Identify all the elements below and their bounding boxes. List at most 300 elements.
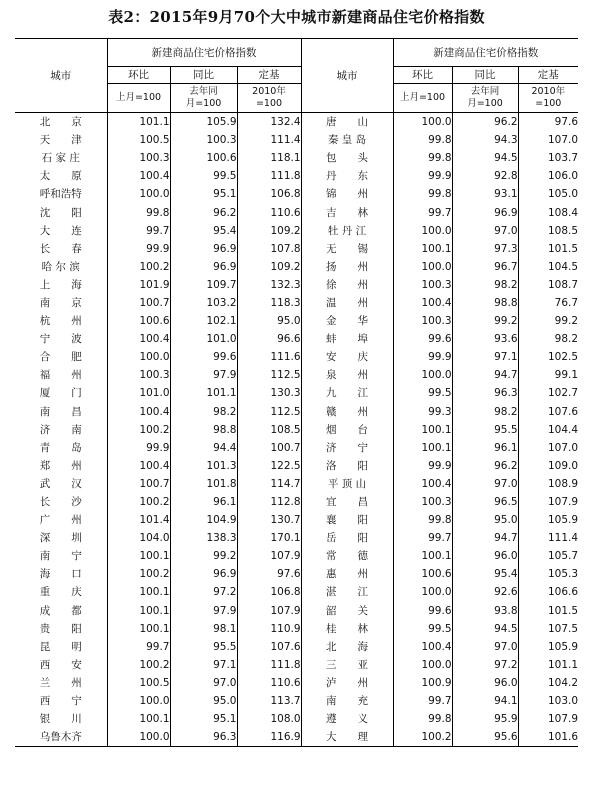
yoy-value-left: 101.8 [170, 475, 237, 493]
base-value-left: 107.9 [237, 547, 301, 565]
city-name-right: 赣 州 [301, 403, 393, 421]
base-value-left: 112.5 [237, 403, 301, 421]
table-row [15, 656, 578, 674]
city-name-left: 呼和浩特 [39, 188, 82, 201]
city-name-left: 沈 阳 [39, 206, 82, 219]
yoy-value-left: 95.0 [170, 692, 237, 710]
base-value-left: 111.4 [237, 131, 301, 149]
yoy-value-right: 97.3 [452, 240, 518, 258]
base-value-left: 107.8 [237, 240, 301, 258]
table-row [15, 203, 578, 221]
yoy-value-right: 95.0 [452, 511, 518, 529]
city-header-left: 城市 [15, 39, 107, 113]
table-row [15, 439, 578, 457]
mom-value-left: 101.0 [107, 384, 170, 402]
mom-value-left: 100.0 [107, 728, 170, 747]
mom-value-right: 99.9 [393, 167, 452, 185]
yoy-value-left: 99.5 [170, 167, 237, 185]
yoy-value-left: 98.1 [170, 620, 237, 638]
base-value-left: 132.4 [237, 113, 301, 132]
city-name-right: 九 江 [301, 384, 393, 402]
base-value-right: 105.9 [518, 511, 578, 529]
mom-value-left: 100.6 [107, 312, 170, 330]
base-value-right: 108.9 [518, 475, 578, 493]
yoy-value-right: 96.9 [452, 203, 518, 221]
base-value-left: 113.7 [237, 692, 301, 710]
city-name-left: 西 安 [39, 658, 82, 671]
city-name-left: 北 京 [39, 116, 82, 129]
city-name-right: 蚌 埠 [301, 330, 393, 348]
city-name-right: 济 宁 [301, 439, 393, 457]
city-name-right: 北 海 [301, 638, 393, 656]
mom-value-right: 100.1 [393, 547, 452, 565]
yoy-value-left: 99.2 [170, 547, 237, 565]
base-header-right: 定基 [518, 67, 578, 84]
base-value-right: 105.3 [518, 565, 578, 583]
yoy-value-right: 94.5 [452, 149, 518, 167]
mom-value-right: 100.0 [393, 113, 452, 132]
base-value-left: 111.8 [237, 167, 301, 185]
yoy-value-right: 95.6 [452, 728, 518, 747]
base-value-right: 108.7 [518, 276, 578, 294]
table-row [15, 258, 578, 276]
mom-value-left: 100.2 [107, 656, 170, 674]
base-value-right: 105.9 [518, 638, 578, 656]
yoy-value-left: 109.7 [170, 276, 237, 294]
mom-value-left: 100.1 [107, 602, 170, 620]
yoy-value-right: 98.2 [452, 403, 518, 421]
mom-value-left: 100.4 [107, 457, 170, 475]
city-name-left: 乌鲁木齐 [15, 728, 107, 747]
mom-value-right: 100.0 [393, 366, 452, 384]
yoy-value-right: 94.7 [452, 366, 518, 384]
city-name-left: 成 都 [39, 604, 82, 617]
city-name-left: 长 沙 [39, 496, 82, 509]
table-row [15, 222, 578, 240]
base-value-left: 114.7 [237, 475, 301, 493]
base-value-left: 107.6 [237, 638, 301, 656]
yoy-value-right: 98.2 [452, 276, 518, 294]
base-value-right: 103.7 [518, 149, 578, 167]
table-row [15, 384, 578, 402]
mom-value-left: 104.0 [107, 529, 170, 547]
yoy-value-left: 99.6 [170, 348, 237, 366]
mom-value-right: 100.3 [393, 493, 452, 511]
yoy-value-right: 96.0 [452, 547, 518, 565]
base-value-right: 107.9 [518, 710, 578, 728]
table-row [15, 330, 578, 348]
mom-value-right: 99.7 [393, 529, 452, 547]
yoy-value-right: 97.0 [452, 475, 518, 493]
yoy-value-left: 104.9 [170, 511, 237, 529]
table-row [15, 674, 578, 692]
table-row [15, 511, 578, 529]
table-row [15, 185, 578, 203]
city-name-left: 武 汉 [39, 477, 82, 490]
city-name-right: 徐 州 [301, 276, 393, 294]
table-row [15, 547, 578, 565]
mom-value-left: 100.1 [107, 583, 170, 601]
mom-value-right: 99.5 [393, 620, 452, 638]
base-value-right: 109.0 [518, 457, 578, 475]
yoy-value-right: 93.8 [452, 602, 518, 620]
mom-value-left: 100.7 [107, 294, 170, 312]
yoy-value-right: 97.2 [452, 656, 518, 674]
table-row [15, 312, 578, 330]
base-value-left: 116.9 [237, 728, 301, 747]
mom-value-right: 100.0 [393, 258, 452, 276]
city-name-left: 厦 门 [39, 387, 82, 400]
yoy-value-right: 94.7 [452, 529, 518, 547]
base-value-left: 118.1 [237, 149, 301, 167]
base-sub-right: 2010年 =100 [518, 84, 578, 113]
base-value-right: 104.4 [518, 421, 578, 439]
yoy-value-right: 96.3 [452, 384, 518, 402]
yoy-value-left: 94.4 [170, 439, 237, 457]
base-value-right: 106.6 [518, 583, 578, 601]
base-value-left: 106.8 [237, 583, 301, 601]
mom-value-left: 100.1 [107, 710, 170, 728]
mom-value-right: 100.3 [393, 312, 452, 330]
table-row [15, 294, 578, 312]
table-row [15, 692, 578, 710]
city-name-left: 上 海 [39, 278, 82, 291]
yoy-value-left: 101.0 [170, 330, 237, 348]
mom-sub-right: 上月=100 [393, 84, 452, 113]
city-name-right: 无 锡 [301, 240, 393, 258]
table-row [15, 710, 578, 728]
mom-value-left: 100.5 [107, 131, 170, 149]
city-name-right: 包 头 [301, 149, 393, 167]
city-name-left: 兰 州 [39, 676, 82, 689]
mom-value-left: 100.3 [107, 366, 170, 384]
base-value-right: 105.0 [518, 185, 578, 203]
yoy-value-right: 97.0 [452, 222, 518, 240]
yoy-value-left: 105.9 [170, 113, 237, 132]
yoy-value-right: 95.4 [452, 565, 518, 583]
table-row [15, 348, 578, 366]
mom-value-right: 99.6 [393, 330, 452, 348]
mom-value-right: 100.0 [393, 656, 452, 674]
base-value-left: 112.5 [237, 366, 301, 384]
city-name-right: 三 亚 [301, 656, 393, 674]
city-name-left: 南 昌 [39, 405, 82, 418]
mom-header-right: 环比 [393, 67, 452, 84]
city-name-left: 西 宁 [39, 695, 82, 708]
city-name-left: 广 州 [39, 514, 82, 527]
base-value-right: 111.4 [518, 529, 578, 547]
mom-value-right: 99.8 [393, 149, 452, 167]
yoy-value-left: 96.3 [170, 728, 237, 747]
city-name-left: 杭 州 [39, 315, 82, 328]
table-row [15, 113, 578, 132]
mom-value-left: 100.4 [107, 403, 170, 421]
city-name-left: 贵 阳 [39, 622, 82, 635]
table-row [15, 149, 578, 167]
city-name-right: 宜 昌 [301, 493, 393, 511]
yoy-value-right: 94.3 [452, 131, 518, 149]
table-row [15, 475, 578, 493]
base-value-left: 130.7 [237, 511, 301, 529]
base-value-right: 107.9 [518, 493, 578, 511]
base-value-left: 100.7 [237, 439, 301, 457]
mom-value-left: 99.9 [107, 439, 170, 457]
city-name-right: 南 充 [301, 692, 393, 710]
mom-value-right: 99.9 [393, 348, 452, 366]
base-value-right: 101.5 [518, 602, 578, 620]
city-name-right: 大 理 [301, 728, 393, 747]
mom-value-left: 100.1 [107, 620, 170, 638]
base-value-left: 108.5 [237, 421, 301, 439]
base-value-left: 118.3 [237, 294, 301, 312]
yoy-value-left: 102.1 [170, 312, 237, 330]
mom-value-right: 100.9 [393, 674, 452, 692]
base-value-left: 170.1 [237, 529, 301, 547]
mom-value-left: 99.7 [107, 638, 170, 656]
city-name-left: 宁 波 [39, 333, 82, 346]
table-row [15, 131, 578, 149]
table-row [15, 620, 578, 638]
city-name-right: 温 州 [301, 294, 393, 312]
city-name-right: 泸 州 [301, 674, 393, 692]
base-value-left: 96.6 [237, 330, 301, 348]
mom-value-left: 101.4 [107, 511, 170, 529]
base-header-left: 定基 [237, 67, 301, 84]
city-name-right: 惠 州 [301, 565, 393, 583]
city-name-right: 唐 山 [301, 113, 393, 132]
yoy-value-right: 94.1 [452, 692, 518, 710]
mom-value-right: 100.4 [393, 294, 452, 312]
base-value-right: 98.2 [518, 330, 578, 348]
table-row [15, 167, 578, 185]
yoy-value-left: 101.1 [170, 384, 237, 402]
mom-value-right: 99.7 [393, 203, 452, 221]
table-header [15, 39, 578, 113]
index-group-header-right: 新建商品住宅价格指数 [393, 39, 578, 67]
mom-value-left: 100.1 [107, 547, 170, 565]
city-name-left: 南 京 [39, 296, 82, 309]
mom-value-right: 100.4 [393, 475, 452, 493]
table-row [15, 421, 578, 439]
table-row [15, 638, 578, 656]
base-value-left: 132.3 [237, 276, 301, 294]
mom-value-left: 101.1 [107, 113, 170, 132]
base-value-right: 99.1 [518, 366, 578, 384]
table-row [15, 583, 578, 601]
city-name-right: 扬 州 [301, 258, 393, 276]
city-name-left: 石 家 庄 [41, 152, 80, 165]
city-name-left: 哈 尔 滨 [41, 260, 80, 273]
mom-value-right: 100.0 [393, 222, 452, 240]
base-value-right: 108.4 [518, 203, 578, 221]
base-value-right: 107.0 [518, 131, 578, 149]
yoy-value-right: 94.5 [452, 620, 518, 638]
mom-value-left: 99.9 [107, 240, 170, 258]
base-value-left: 106.8 [237, 185, 301, 203]
yoy-value-left: 96.2 [170, 203, 237, 221]
city-name-left: 太 原 [39, 170, 82, 183]
yoy-sub-right: 去年同 月=100 [452, 84, 518, 113]
table-row [15, 403, 578, 421]
yoy-value-left: 96.1 [170, 493, 237, 511]
yoy-value-left: 101.3 [170, 457, 237, 475]
city-name-right: 吉 林 [301, 203, 393, 221]
base-value-right: 107.6 [518, 403, 578, 421]
base-value-right: 107.0 [518, 439, 578, 457]
city-name-right: 烟 台 [301, 421, 393, 439]
mom-value-right: 99.5 [393, 384, 452, 402]
mom-sub-left: 上月=100 [107, 84, 170, 113]
table-row [15, 602, 578, 620]
city-name-left: 南 宁 [39, 550, 82, 563]
city-name-right: 湛 江 [301, 583, 393, 601]
city-name-left: 深 圳 [39, 532, 82, 545]
table-row [15, 529, 578, 547]
city-name-left: 银 川 [39, 713, 82, 726]
table-row [15, 457, 578, 475]
mom-value-right: 99.7 [393, 692, 452, 710]
mom-value-left: 100.2 [107, 493, 170, 511]
mom-value-right: 100.4 [393, 638, 452, 656]
yoy-value-left: 97.9 [170, 602, 237, 620]
yoy-value-left: 100.3 [170, 131, 237, 149]
base-value-left: 110.6 [237, 203, 301, 221]
yoy-value-right: 96.2 [452, 113, 518, 132]
mom-header-left: 环比 [107, 67, 170, 84]
city-name-right: 泉 州 [301, 366, 393, 384]
table-row [15, 240, 578, 258]
base-value-right: 105.7 [518, 547, 578, 565]
yoy-header-left: 同比 [170, 67, 237, 84]
base-value-right: 99.2 [518, 312, 578, 330]
base-value-left: 110.9 [237, 620, 301, 638]
mom-value-right: 100.1 [393, 439, 452, 457]
city-name-right: 安 庆 [301, 348, 393, 366]
table-row [15, 728, 578, 747]
city-name-right: 秦 皇 岛 [301, 131, 393, 149]
city-name-right: 襄 阳 [301, 511, 393, 529]
table-row [15, 565, 578, 583]
city-name-right: 丹 东 [301, 167, 393, 185]
base-value-right: 104.2 [518, 674, 578, 692]
mom-value-left: 100.2 [107, 421, 170, 439]
city-name-left: 大 连 [39, 224, 82, 237]
city-name-right: 洛 阳 [301, 457, 393, 475]
table-row [15, 493, 578, 511]
city-name-left: 天 津 [39, 134, 82, 147]
yoy-value-right: 93.6 [452, 330, 518, 348]
mom-value-right: 99.6 [393, 602, 452, 620]
index-group-header-left: 新建商品住宅价格指数 [107, 39, 301, 67]
table-row [15, 276, 578, 294]
city-name-right: 牡 丹 江 [301, 222, 393, 240]
base-value-right: 108.5 [518, 222, 578, 240]
yoy-header-right: 同比 [452, 67, 518, 84]
table-title: 表2：2015年9月70个大中城市新建商品住宅价格指数 [108, 8, 485, 26]
base-value-right: 102.5 [518, 348, 578, 366]
yoy-value-left: 100.6 [170, 149, 237, 167]
mom-value-right: 100.6 [393, 565, 452, 583]
yoy-value-left: 103.2 [170, 294, 237, 312]
mom-value-left: 100.4 [107, 330, 170, 348]
base-value-left: 110.6 [237, 674, 301, 692]
base-value-left: 108.0 [237, 710, 301, 728]
base-value-right: 102.7 [518, 384, 578, 402]
base-value-left: 112.8 [237, 493, 301, 511]
yoy-value-right: 97.1 [452, 348, 518, 366]
base-sub-left: 2010年 =100 [237, 84, 301, 113]
city-name-left: 长 春 [39, 242, 82, 255]
city-name-left: 福 州 [39, 369, 82, 382]
city-name-right: 遵 义 [301, 710, 393, 728]
yoy-value-right: 96.0 [452, 674, 518, 692]
city-header-right: 城市 [301, 39, 393, 113]
mom-value-right: 99.8 [393, 185, 452, 203]
mom-value-left: 100.3 [107, 149, 170, 167]
yoy-value-left: 96.9 [170, 240, 237, 258]
mom-value-right: 99.8 [393, 131, 452, 149]
base-value-right: 104.5 [518, 258, 578, 276]
yoy-value-right: 96.1 [452, 439, 518, 457]
yoy-value-left: 98.2 [170, 403, 237, 421]
yoy-value-left: 97.9 [170, 366, 237, 384]
yoy-value-right: 92.6 [452, 583, 518, 601]
mom-value-left: 100.0 [107, 185, 170, 203]
yoy-value-left: 97.2 [170, 583, 237, 601]
city-name-right: 金 华 [301, 312, 393, 330]
mom-value-left: 99.7 [107, 222, 170, 240]
yoy-value-left: 95.5 [170, 638, 237, 656]
mom-value-right: 99.8 [393, 710, 452, 728]
base-value-left: 109.2 [237, 222, 301, 240]
base-value-left: 95.0 [237, 312, 301, 330]
city-name-right: 桂 林 [301, 620, 393, 638]
yoy-value-left: 96.9 [170, 258, 237, 276]
yoy-value-left: 96.9 [170, 565, 237, 583]
mom-value-right: 99.9 [393, 457, 452, 475]
price-index-table [15, 38, 578, 747]
base-value-right: 101.6 [518, 728, 578, 747]
city-name-left: 郑 州 [39, 459, 82, 472]
mom-value-left: 99.8 [107, 203, 170, 221]
city-name-right: 常 德 [301, 547, 393, 565]
yoy-value-left: 95.1 [170, 710, 237, 728]
base-value-left: 122.5 [237, 457, 301, 475]
yoy-value-right: 93.1 [452, 185, 518, 203]
yoy-value-left: 138.3 [170, 529, 237, 547]
city-name-right: 岳 阳 [301, 529, 393, 547]
city-name-left: 重 庆 [39, 586, 82, 599]
mom-value-left: 101.9 [107, 276, 170, 294]
mom-value-left: 100.2 [107, 258, 170, 276]
yoy-value-left: 95.4 [170, 222, 237, 240]
city-name-left: 青 岛 [39, 441, 82, 454]
yoy-value-left: 98.8 [170, 421, 237, 439]
mom-value-right: 99.8 [393, 511, 452, 529]
city-name-right: 平 顶 山 [301, 475, 393, 493]
city-name-left: 合 肥 [39, 351, 82, 364]
base-value-left: 109.2 [237, 258, 301, 276]
base-value-right: 103.0 [518, 692, 578, 710]
mom-value-left: 100.0 [107, 348, 170, 366]
table-body [15, 113, 578, 747]
mom-value-left: 100.4 [107, 167, 170, 185]
base-value-left: 130.3 [237, 384, 301, 402]
yoy-value-right: 98.8 [452, 294, 518, 312]
yoy-value-right: 96.5 [452, 493, 518, 511]
city-name-right: 韶 关 [301, 602, 393, 620]
mom-value-left: 100.7 [107, 475, 170, 493]
